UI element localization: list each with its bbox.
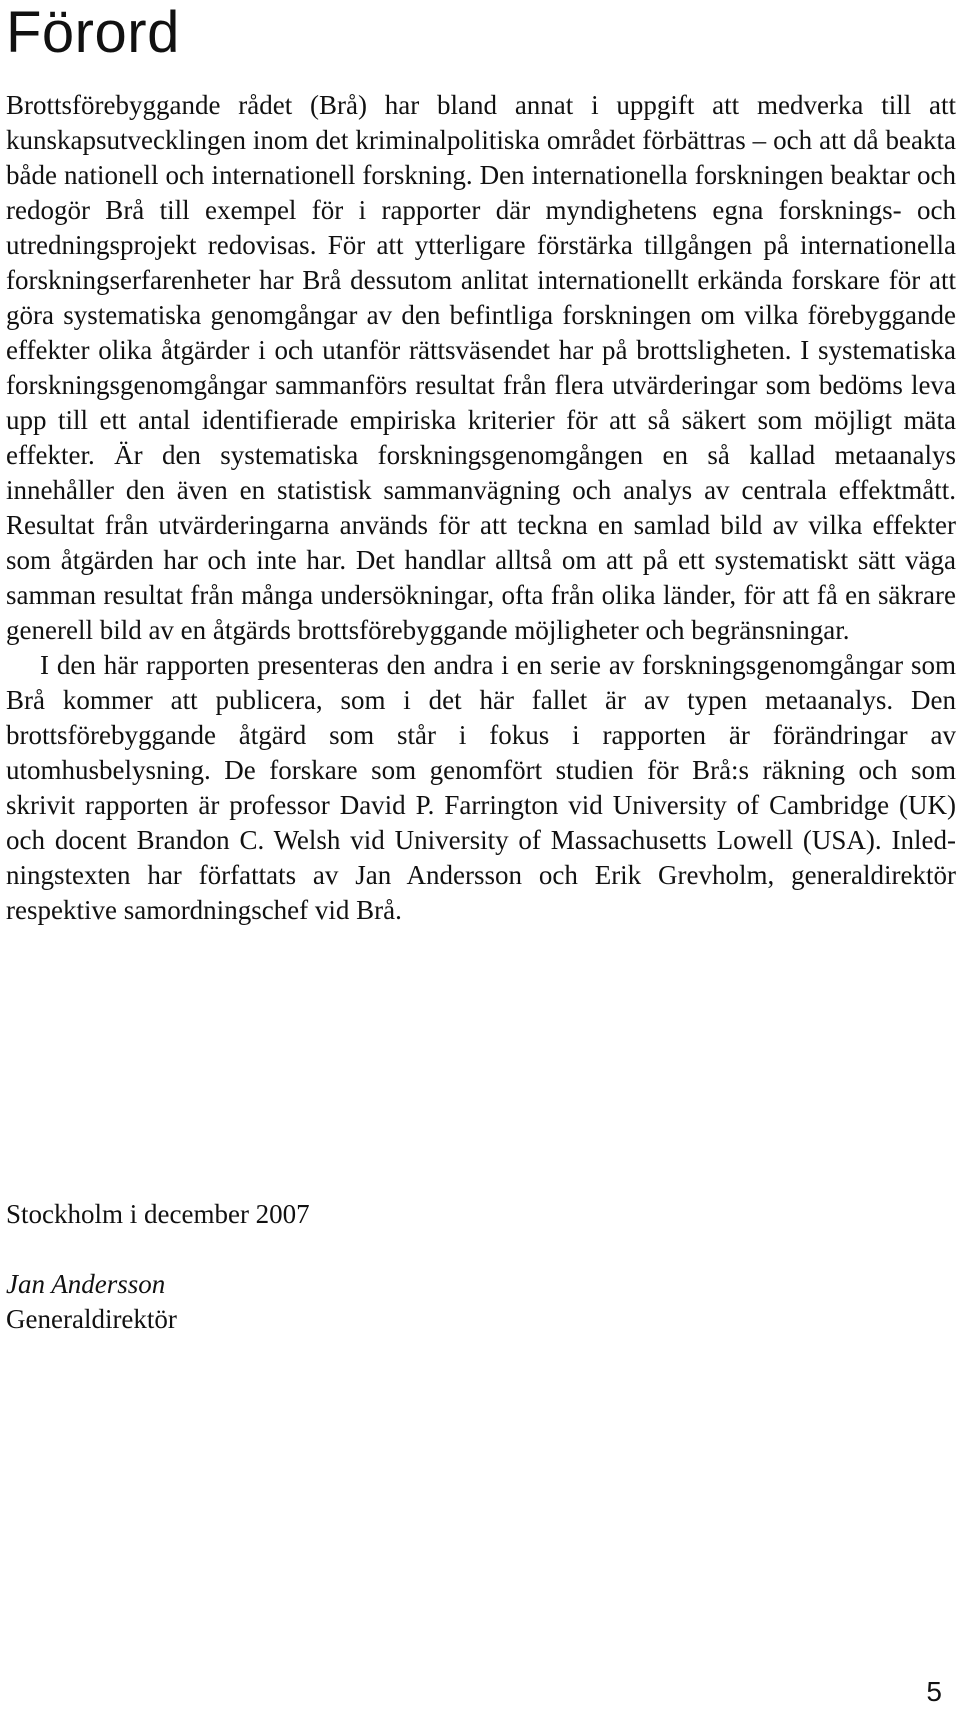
page-title: Förord bbox=[6, 0, 180, 65]
paragraph-2: I den här rapporten presenteras den andra i en serie av forskningsgenomgångar som Brå kommer att publicera, som i det här fallet är av typen metaanalys. Den brottsförebyggande åtgärd som står i fokus i rapporten är förändringar av utomhusbelysning. De forskare som genomfört studien för Brå:s räkning och som skrivit rapporten är professor David P. Farrington vid University of Cambridge (UK) och docent Brandon C. Welsh vid University of Massachusetts Lowell (USA). Inledningstexten har författats av Jan Andersson och Erik Grevholm, generaldirektör respektive samordningschef vid Brå. bbox=[6, 650, 956, 925]
signatory-name: Jan Andersson bbox=[6, 1269, 166, 1299]
signatory-title: Generaldirektör bbox=[6, 1304, 177, 1334]
paragraph-1: Brottsförebyggande rådet (Brå) har bland annat i uppgift att medverka till att kunskapsutvecklingen inom det kriminalpolitiska området förbättras – och att då beakta både nationell och internationell forskning. Den internationella forskningen beaktar och redogör Brå till exempel för i rapporter där myndighetens egna forsknings- och utredningsprojekt redovisas. För att ytterligare förstärka tillgången på internationella forskningserfarenheter har Brå dessutom anlitat internationellt erkända forskare för att göra systematiska genomgångar av den befintliga forskningen om vilka förebyggande effekter olika åtgärder i och utanför rättsväsendet har på brottsligheten. I systematiska forskningsgenomgångar sammanförs resultat från flera utvärderingar som bedöms leva upp till ett antal identifierade empiriska kriterier för att så säkert som möjligt mäta effekter. Är den systematiska forskningsgenomgången en så kallad metaanalys innehåller den även en statistisk sammanvägning och analys av centrala effektmått. Resultat från utvärderingarna används för att teckna en samlad bild av vilka effekter som åtgärden har och inte har. Det handlar alltså om att på ett systematiskt sätt väga samman resultat från många undersökningar, ofta från olika länder, för att få en säkrare generell bild av en åtgärds brottsförebyggande möjligheter och begränsningar. bbox=[6, 90, 956, 645]
foreword-body bbox=[6, 88, 956, 928]
page-number: 5 bbox=[926, 1676, 942, 1707]
place-date: Stockholm i december 2007 bbox=[6, 1199, 310, 1229]
